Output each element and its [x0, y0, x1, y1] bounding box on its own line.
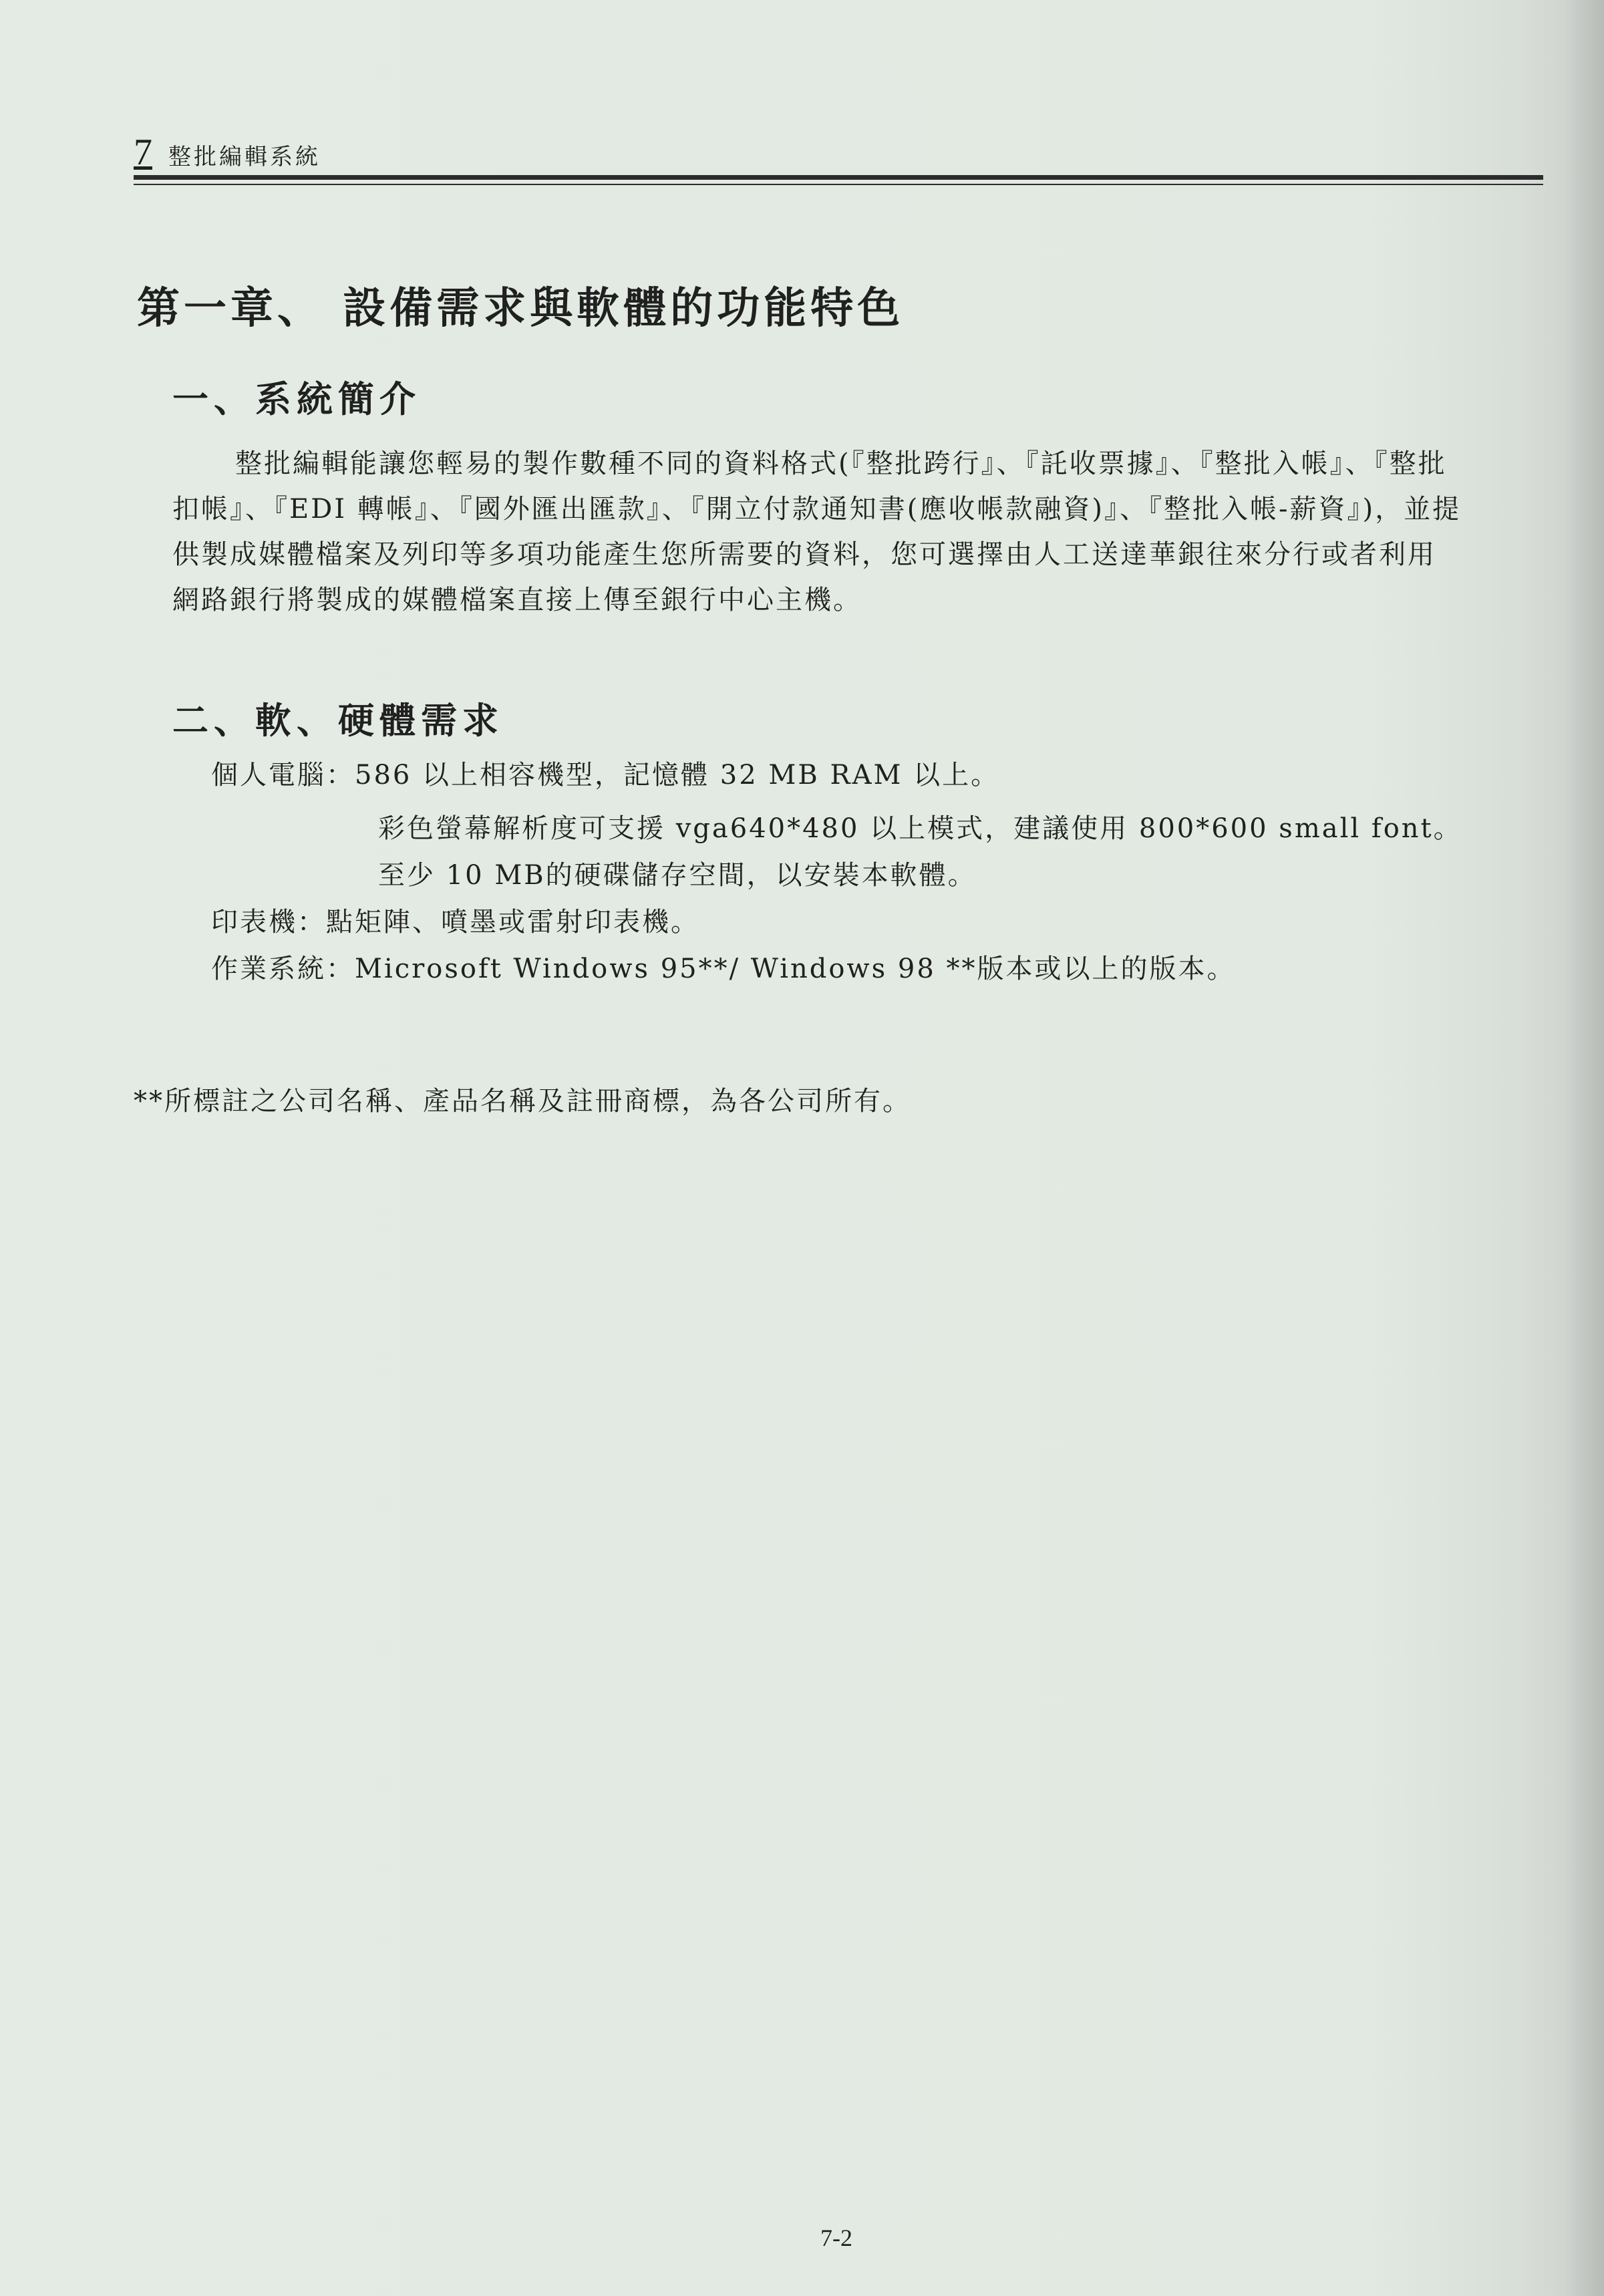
- header-title: 整批編輯系統: [168, 144, 321, 170]
- requirement-monitor: 彩色螢幕解析度可支援 vga640*480 以上模式，建議使用 800*600 small font。: [378, 813, 1462, 844]
- chapter-title: 第一章、 設備需求與軟體的功能特色: [137, 283, 905, 333]
- intro-line-1: 整批編輯能讓您輕易的製作數種不同的資料格式(『整批跨行』、『託收票據』、『整批入帳』、『整批: [235, 448, 1447, 479]
- header-rule-thin: [134, 184, 1543, 185]
- requirement-pc: 個人電腦：586 以上相容機型，記憶體 32 MB RAM 以上。: [211, 760, 1000, 791]
- header-chapter-number: 7: [134, 132, 152, 173]
- trademark-footnote: **所標註之公司名稱、產品名稱及註冊商標，為各公司所有。: [134, 1086, 911, 1117]
- intro-line-3: 供製成媒體檔案及列印等多項功能產生您所需要的資料，您可選擇由人工送達華銀往來分行或者利用: [172, 539, 1436, 570]
- requirement-os: 作業系統：Microsoft Windows 95**/ Windows 98 **版本或以上的版本。: [211, 954, 1236, 984]
- running-header: [134, 131, 321, 174]
- intro-line-4: 網路銀行將製成的媒體檔案直接上傳至銀行中心主機。: [172, 585, 862, 615]
- section-title-requirements: 二、軟、硬體需求: [172, 699, 504, 742]
- section-title-intro: 一、系統簡介: [172, 378, 421, 420]
- requirement-printer: 印表機：點矩陣、噴墨或雷射印表機。: [211, 907, 699, 938]
- intro-paragraph: [172, 441, 1555, 623]
- header-rule-thick: [134, 175, 1543, 180]
- page-edge-shadow: [1564, 0, 1604, 2296]
- intro-line-2: 扣帳』、『EDI 轉帳』、『國外匯出匯款』、『開立付款通知書(應收帳款融資)』、『整批入帳-薪資』)，並提: [172, 494, 1462, 525]
- requirement-disk: 至少 10 MB的硬碟儲存空間，以安裝本軟體。: [378, 860, 977, 891]
- page-number: 7-2: [820, 2225, 852, 2251]
